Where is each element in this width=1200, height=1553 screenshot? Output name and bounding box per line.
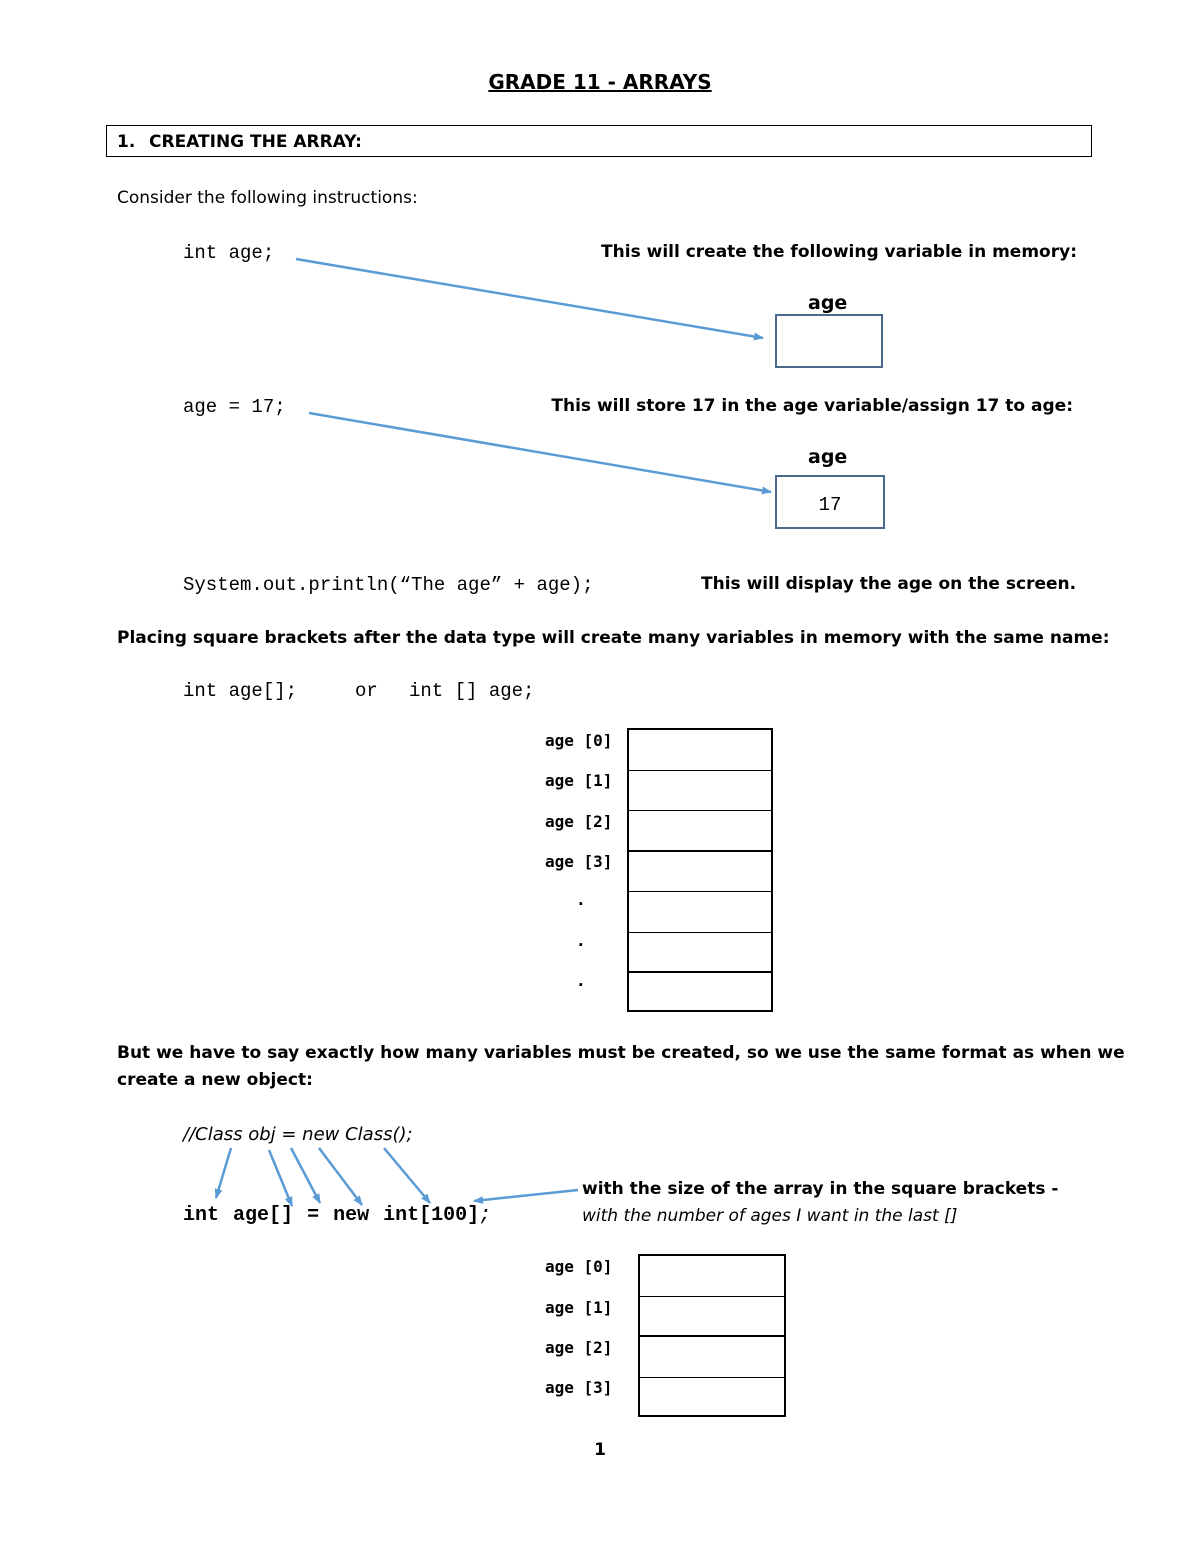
array2-label-1: age [1] [545, 1298, 613, 1317]
comment-code: //Class obj = new Class(); [183, 1124, 413, 1145]
intro-text: Consider the following instructions: [117, 188, 418, 208]
code-int-age: int age; [183, 242, 275, 264]
page-title: GRADE 11 - ARRAYS [488, 70, 712, 94]
array1-label-2: age [2] [545, 812, 613, 831]
array1-ellipsis-2: . [576, 931, 586, 950]
page-number: 1 [594, 1440, 606, 1460]
arrow-comment-int [216, 1148, 231, 1198]
arrow-assign-age [309, 413, 771, 492]
code-println: System.out.println(“The age” + age); [183, 574, 594, 596]
code-token-age: age[] [233, 1204, 294, 1227]
size-note-2: with the number of ages I want in the last [] [582, 1206, 958, 1226]
arrow-comment-new [319, 1148, 362, 1205]
note-create-variable: This will create the following variable in memory: [601, 242, 1077, 262]
array1-label-3: age [3] [545, 852, 613, 871]
array1-ellipsis-3: . [576, 971, 586, 990]
arrow-size-note [474, 1190, 578, 1201]
note-store-value: This will store 17 in the age variable/assign 17 to age: [551, 396, 1073, 416]
code-token-new: new [333, 1204, 370, 1227]
array1-label-1: age [1] [545, 771, 613, 790]
array1-label-0: age [0] [545, 731, 613, 750]
var-label-age-2: age [808, 446, 848, 468]
code-token-eq: = [307, 1204, 320, 1227]
code-decl-or: or [355, 680, 378, 702]
array2-label-0: age [0] [545, 1257, 613, 1276]
code-assign-age: age = 17; [183, 396, 286, 418]
array1-ellipsis-1: . [576, 890, 586, 909]
code-decl-2: int [] age; [409, 680, 535, 702]
var-label-age-1: age [808, 292, 848, 314]
section-number: 1. [117, 132, 136, 152]
var-value-2: 17 [818, 494, 842, 516]
size-text-line1: But we have to say exactly how many variables must be created, so we use the same format as when we [117, 1043, 1125, 1063]
arrow-comment-bracket [291, 1148, 320, 1203]
arrow-comment-age [269, 1150, 292, 1206]
array2-label-3: age [3] [545, 1378, 613, 1397]
array2-label-2: age [2] [545, 1338, 613, 1357]
code-decl-1: int age[]; [183, 680, 298, 702]
code-token-int-size: int[100] [383, 1204, 480, 1227]
section-label: CREATING THE ARRAY: [149, 132, 362, 152]
size-note-1: with the size of the array in the square brackets - [582, 1179, 1059, 1199]
size-text-line2: create a new object: [117, 1070, 313, 1090]
brackets-text: Placing square brackets after the data type will create many variables in memory with the same name: [117, 628, 1110, 648]
code-token-int: int [183, 1204, 220, 1227]
note-display: This will display the age on the screen. [701, 574, 1077, 594]
code-token-semicolon: ; [479, 1204, 492, 1227]
arrow-comment-class [384, 1148, 430, 1203]
arrow-int-age [296, 259, 763, 338]
